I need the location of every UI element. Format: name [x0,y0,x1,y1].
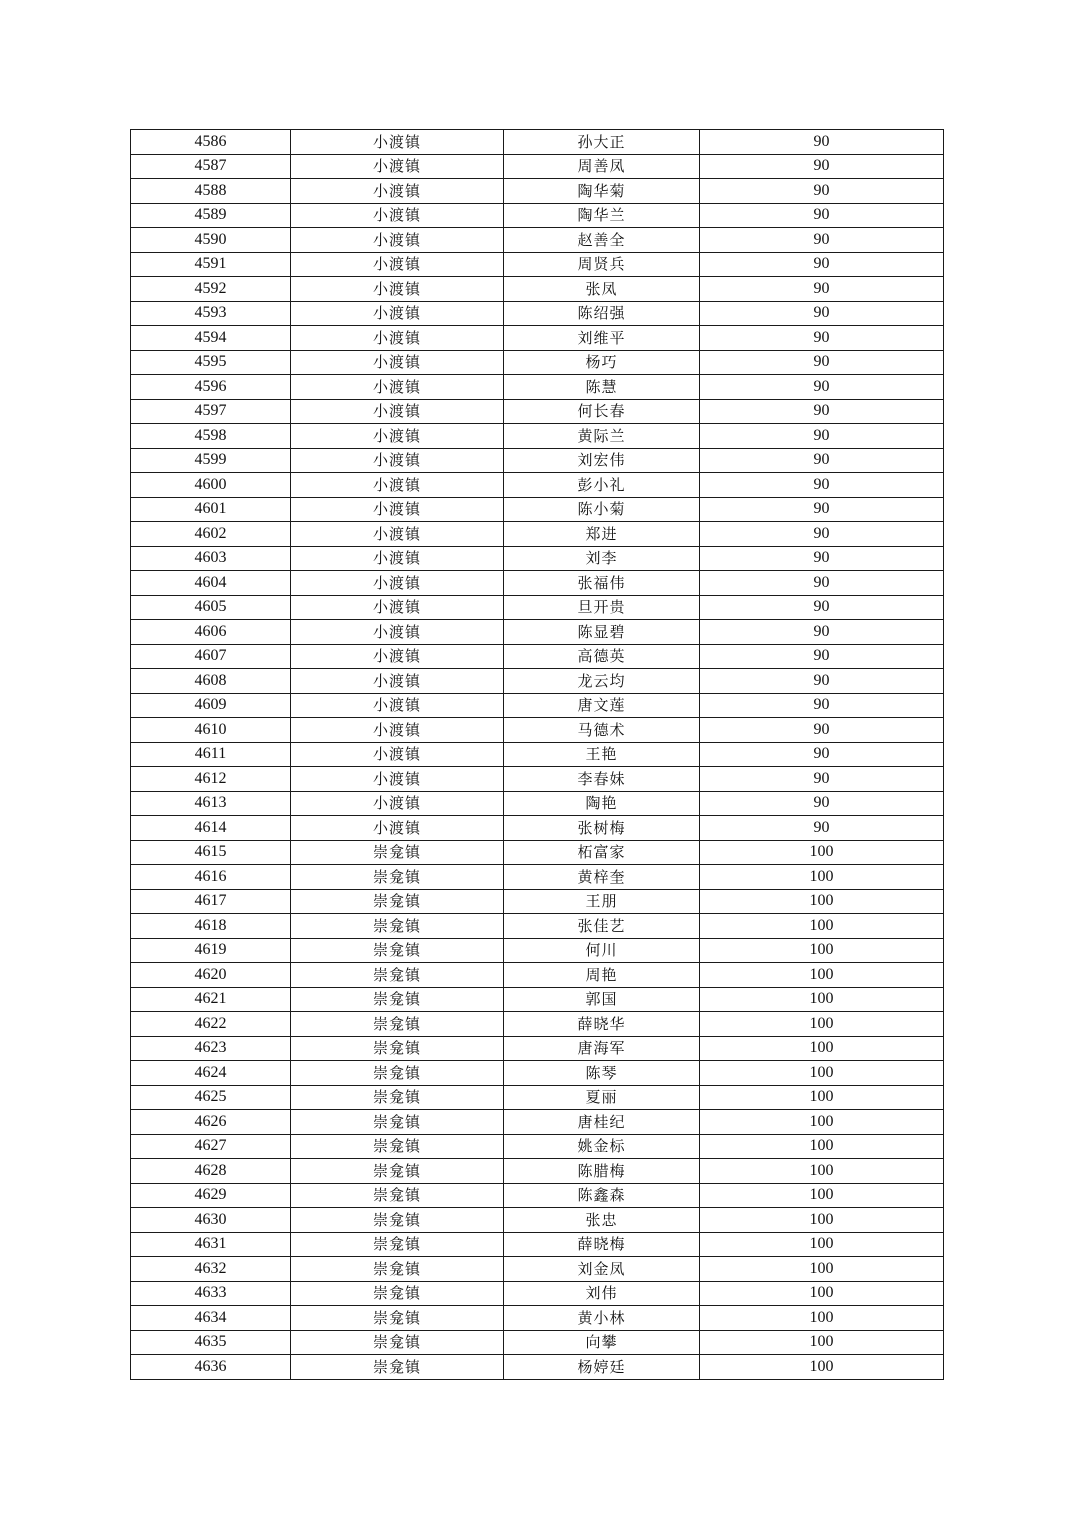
amount-cell: 90 [700,179,944,204]
name-cell: 张树梅 [504,816,700,841]
name-cell: 张福伟 [504,571,700,596]
table-row [131,938,944,963]
amount-cell: 100 [700,865,944,890]
row-number-cell: 4617 [131,889,291,914]
town-cell: 小渡镇 [291,154,504,179]
row-number-cell: 4625 [131,1085,291,1110]
row-number-cell: 4598 [131,424,291,449]
amount-cell: 90 [700,326,944,351]
table-row [131,326,944,351]
table-row [131,1355,944,1380]
amount-cell: 90 [700,595,944,620]
town-cell: 小渡镇 [291,546,504,571]
town-cell: 小渡镇 [291,816,504,841]
town-cell: 小渡镇 [291,669,504,694]
name-cell: 唐桂纪 [504,1110,700,1135]
name-cell: 薛晓梅 [504,1232,700,1257]
table-row [131,546,944,571]
amount-cell: 100 [700,1208,944,1233]
table-row [131,865,944,890]
amount-cell: 90 [700,546,944,571]
town-cell: 小渡镇 [291,693,504,718]
table-row [131,448,944,473]
row-number-cell: 4607 [131,644,291,669]
town-cell: 小渡镇 [291,595,504,620]
town-cell: 小渡镇 [291,301,504,326]
name-cell: 唐文莲 [504,693,700,718]
row-number-cell: 4612 [131,767,291,792]
amount-cell: 100 [700,1036,944,1061]
amount-cell: 90 [700,203,944,228]
name-cell: 陈小菊 [504,497,700,522]
town-cell: 小渡镇 [291,252,504,277]
name-cell: 刘宏伟 [504,448,700,473]
table-row [131,1134,944,1159]
town-cell: 崇龛镇 [291,987,504,1012]
name-cell: 陶华兰 [504,203,700,228]
town-cell: 崇龛镇 [291,1110,504,1135]
row-number-cell: 4602 [131,522,291,547]
row-number-cell: 4604 [131,571,291,596]
name-cell: 杨婷廷 [504,1355,700,1380]
town-cell: 小渡镇 [291,620,504,645]
name-cell: 周善凤 [504,154,700,179]
amount-cell: 90 [700,130,944,155]
row-number-cell: 4621 [131,987,291,1012]
table-row [131,252,944,277]
row-number-cell: 4618 [131,914,291,939]
town-cell: 小渡镇 [291,203,504,228]
table-row [131,497,944,522]
name-cell: 薛晓华 [504,1012,700,1037]
table-row [131,889,944,914]
name-cell: 张忠 [504,1208,700,1233]
town-cell: 崇龛镇 [291,1134,504,1159]
amount-cell: 90 [700,620,944,645]
town-cell: 崇龛镇 [291,840,504,865]
town-cell: 小渡镇 [291,228,504,253]
table-row [131,228,944,253]
table-row [131,742,944,767]
table-row [131,914,944,939]
town-cell: 崇龛镇 [291,1085,504,1110]
row-number-cell: 4588 [131,179,291,204]
town-cell: 崇龛镇 [291,1330,504,1355]
name-cell: 刘李 [504,546,700,571]
town-cell: 崇龛镇 [291,1281,504,1306]
name-cell: 张凤 [504,277,700,302]
amount-cell: 100 [700,987,944,1012]
table-row [131,1306,944,1331]
town-cell: 崇龛镇 [291,1061,504,1086]
row-number-cell: 4636 [131,1355,291,1380]
data-table [130,129,944,1380]
name-cell: 旦开贵 [504,595,700,620]
name-cell: 陈腊梅 [504,1159,700,1184]
town-cell: 崇龛镇 [291,865,504,890]
amount-cell: 100 [700,1183,944,1208]
town-cell: 崇龛镇 [291,889,504,914]
town-cell: 小渡镇 [291,767,504,792]
row-number-cell: 4616 [131,865,291,890]
amount-cell: 100 [700,1110,944,1135]
name-cell: 夏丽 [504,1085,700,1110]
town-cell: 小渡镇 [291,522,504,547]
name-cell: 柘富家 [504,840,700,865]
name-cell: 陈绍强 [504,301,700,326]
row-number-cell: 4610 [131,718,291,743]
name-cell: 何长春 [504,399,700,424]
row-number-cell: 4586 [131,130,291,155]
name-cell: 郑进 [504,522,700,547]
row-number-cell: 4611 [131,742,291,767]
row-number-cell: 4620 [131,963,291,988]
town-cell: 小渡镇 [291,791,504,816]
name-cell: 何川 [504,938,700,963]
row-number-cell: 4590 [131,228,291,253]
row-number-cell: 4599 [131,448,291,473]
row-number-cell: 4597 [131,399,291,424]
table-row [131,350,944,375]
town-cell: 崇龛镇 [291,1183,504,1208]
row-number-cell: 4635 [131,1330,291,1355]
town-cell: 小渡镇 [291,326,504,351]
table-row [131,1110,944,1135]
row-number-cell: 4628 [131,1159,291,1184]
row-number-cell: 4619 [131,938,291,963]
row-number-cell: 4600 [131,473,291,498]
table-row [131,963,944,988]
town-cell: 崇龛镇 [291,1257,504,1282]
amount-cell: 90 [700,669,944,694]
row-number-cell: 4629 [131,1183,291,1208]
row-number-cell: 4595 [131,350,291,375]
table-row [131,669,944,694]
name-cell: 唐海军 [504,1036,700,1061]
table-row [131,791,944,816]
name-cell: 刘维平 [504,326,700,351]
row-number-cell: 4606 [131,620,291,645]
name-cell: 李春妹 [504,767,700,792]
row-number-cell: 4613 [131,791,291,816]
table-row [131,399,944,424]
name-cell: 马德术 [504,718,700,743]
table-row [131,1159,944,1184]
town-cell: 小渡镇 [291,448,504,473]
row-number-cell: 4626 [131,1110,291,1135]
row-number-cell: 4624 [131,1061,291,1086]
name-cell: 龙云均 [504,669,700,694]
row-number-cell: 4627 [131,1134,291,1159]
name-cell: 周贤兵 [504,252,700,277]
table-row [131,840,944,865]
table-row [131,522,944,547]
table-row [131,1281,944,1306]
amount-cell: 90 [700,522,944,547]
name-cell: 刘金凤 [504,1257,700,1282]
town-cell: 崇龛镇 [291,1355,504,1380]
table-row [131,1208,944,1233]
name-cell: 王艳 [504,742,700,767]
row-number-cell: 4609 [131,693,291,718]
table-row [131,595,944,620]
row-number-cell: 4601 [131,497,291,522]
town-cell: 小渡镇 [291,473,504,498]
amount-cell: 90 [700,718,944,743]
town-cell: 小渡镇 [291,644,504,669]
amount-cell: 100 [700,1281,944,1306]
amount-cell: 90 [700,228,944,253]
amount-cell: 90 [700,399,944,424]
town-cell: 崇龛镇 [291,1306,504,1331]
table-row [131,1012,944,1037]
row-number-cell: 4614 [131,816,291,841]
town-cell: 小渡镇 [291,179,504,204]
table-row [131,154,944,179]
town-cell: 小渡镇 [291,399,504,424]
town-cell: 小渡镇 [291,571,504,596]
name-cell: 孙大正 [504,130,700,155]
row-number-cell: 4631 [131,1232,291,1257]
amount-cell: 90 [700,277,944,302]
town-cell: 崇龛镇 [291,1159,504,1184]
row-number-cell: 4608 [131,669,291,694]
amount-cell: 90 [700,375,944,400]
amount-cell: 100 [700,1134,944,1159]
table-row [131,644,944,669]
amount-cell: 90 [700,767,944,792]
row-number-cell: 4623 [131,1036,291,1061]
table-row [131,1232,944,1257]
row-number-cell: 4596 [131,375,291,400]
table-row [131,130,944,155]
amount-cell: 90 [700,448,944,473]
amount-cell: 100 [700,889,944,914]
amount-cell: 90 [700,301,944,326]
amount-cell: 100 [700,914,944,939]
table-row [131,987,944,1012]
amount-cell: 90 [700,424,944,449]
amount-cell: 100 [700,840,944,865]
amount-cell: 100 [700,1355,944,1380]
amount-cell: 100 [700,1159,944,1184]
town-cell: 小渡镇 [291,130,504,155]
row-number-cell: 4605 [131,595,291,620]
name-cell: 姚金标 [504,1134,700,1159]
town-cell: 崇龛镇 [291,1012,504,1037]
name-cell: 王朋 [504,889,700,914]
name-cell: 陈鑫森 [504,1183,700,1208]
table-row [131,767,944,792]
name-cell: 黄小林 [504,1306,700,1331]
amount-cell: 90 [700,742,944,767]
amount-cell: 90 [700,473,944,498]
amount-cell: 100 [700,1306,944,1331]
town-cell: 小渡镇 [291,424,504,449]
row-number-cell: 4591 [131,252,291,277]
table-row [131,301,944,326]
amount-cell: 100 [700,1061,944,1086]
row-number-cell: 4603 [131,546,291,571]
name-cell: 陈慧 [504,375,700,400]
table-row [131,693,944,718]
town-cell: 崇龛镇 [291,1036,504,1061]
table-row [131,571,944,596]
table-row [131,620,944,645]
amount-cell: 90 [700,154,944,179]
name-cell: 黄际兰 [504,424,700,449]
amount-cell: 90 [700,693,944,718]
name-cell: 黄梓奎 [504,865,700,890]
table-row [131,816,944,841]
town-cell: 小渡镇 [291,375,504,400]
name-cell: 陈琴 [504,1061,700,1086]
amount-cell: 100 [700,1012,944,1037]
amount-cell: 100 [700,1330,944,1355]
name-cell: 周艳 [504,963,700,988]
row-number-cell: 4592 [131,277,291,302]
row-number-cell: 4634 [131,1306,291,1331]
amount-cell: 90 [700,350,944,375]
table-body [131,130,944,1380]
amount-cell: 90 [700,816,944,841]
row-number-cell: 4615 [131,840,291,865]
amount-cell: 100 [700,1232,944,1257]
name-cell: 高德英 [504,644,700,669]
town-cell: 小渡镇 [291,497,504,522]
amount-cell: 100 [700,1085,944,1110]
amount-cell: 90 [700,644,944,669]
table-row [131,424,944,449]
table-row [131,1183,944,1208]
town-cell: 崇龛镇 [291,1232,504,1257]
amount-cell: 100 [700,1257,944,1282]
name-cell: 刘伟 [504,1281,700,1306]
row-number-cell: 4593 [131,301,291,326]
amount-cell: 90 [700,571,944,596]
amount-cell: 100 [700,963,944,988]
row-number-cell: 4630 [131,1208,291,1233]
table-row [131,203,944,228]
town-cell: 崇龛镇 [291,914,504,939]
row-number-cell: 4587 [131,154,291,179]
amount-cell: 90 [700,497,944,522]
table-row [131,1330,944,1355]
row-number-cell: 4622 [131,1012,291,1037]
town-cell: 小渡镇 [291,718,504,743]
row-number-cell: 4589 [131,203,291,228]
town-cell: 小渡镇 [291,742,504,767]
amount-cell: 90 [700,791,944,816]
amount-cell: 100 [700,938,944,963]
table-row [131,375,944,400]
name-cell: 向攀 [504,1330,700,1355]
name-cell: 张佳艺 [504,914,700,939]
town-cell: 崇龛镇 [291,1208,504,1233]
name-cell: 陶华菊 [504,179,700,204]
table-row [131,277,944,302]
name-cell: 陶艳 [504,791,700,816]
table-row [131,1257,944,1282]
name-cell: 赵善全 [504,228,700,253]
table-row [131,718,944,743]
table-row [131,1036,944,1061]
row-number-cell: 4633 [131,1281,291,1306]
row-number-cell: 4632 [131,1257,291,1282]
name-cell: 杨巧 [504,350,700,375]
table-row [131,473,944,498]
town-cell: 崇龛镇 [291,938,504,963]
town-cell: 崇龛镇 [291,963,504,988]
amount-cell: 90 [700,252,944,277]
town-cell: 小渡镇 [291,277,504,302]
table-row [131,179,944,204]
row-number-cell: 4594 [131,326,291,351]
table-row [131,1061,944,1086]
table-row [131,1085,944,1110]
name-cell: 彭小礼 [504,473,700,498]
name-cell: 郭国 [504,987,700,1012]
town-cell: 小渡镇 [291,350,504,375]
name-cell: 陈显碧 [504,620,700,645]
